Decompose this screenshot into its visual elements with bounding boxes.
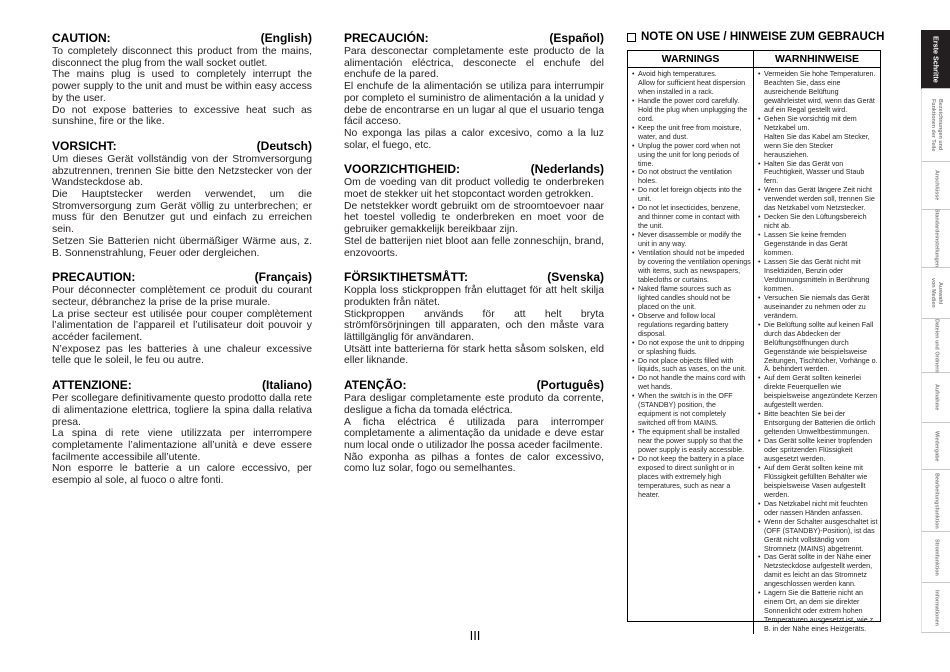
warning-item-de: • Die Belüftung sollte auf keinen Fall durch das Abdecken der Belüftungsöffnungen durch Gegenstände wie beispielsweise Zeitungen, Tischtücher, Vorhänge o. Ä. behindert werden. bbox=[758, 321, 878, 375]
side-tab-label-line: Stromfunktion bbox=[933, 538, 940, 576]
section-paragraph: De netstekker wordt gebruikt om de stroomtoevoer naar het toestel volledig te onderbreken en moet voor de gebruiker gemakkelijk bereikbaar zijn. bbox=[344, 200, 604, 236]
section-paragraph: Utsätt inte batterierna för stark hetta såsom solsken, eld eller liknande. bbox=[344, 343, 604, 367]
section-paragraph: The mains plug is used to completely interrupt the power supply to the unit and must be within easy access by the user. bbox=[52, 69, 312, 104]
section-heading: FÖRSIKTIHETSMÅTT: bbox=[344, 270, 468, 285]
section-header bbox=[344, 378, 604, 393]
section-header bbox=[344, 31, 604, 46]
section-header bbox=[52, 31, 312, 46]
warning-item-en: • Do not place objects filled with liquids, such as vases, on the unit. bbox=[632, 357, 751, 375]
side-tab[interactable] bbox=[921, 268, 950, 319]
warning-item-de: • Das Gerät sollte in der Nähe einer Netzsteckdose aufgestellt werden, damit es leicht an das Stromnetz angeschlossen werden kann. bbox=[758, 553, 878, 589]
warning-item-en: • Do not let foreign objects into the unit. bbox=[632, 186, 751, 204]
section-paragraph: Um dieses Gerät vollständig von der Stromversorgung abzutrennen, trennen Sie bitte den Netzstecker von der Wandsteckdose ab. bbox=[52, 153, 312, 189]
warnings-header-en: WARNINGS bbox=[628, 51, 754, 68]
section-language: (Italiano) bbox=[262, 378, 312, 393]
note-title bbox=[627, 30, 897, 44]
caution-section bbox=[344, 378, 604, 475]
section-language: (Português) bbox=[536, 378, 604, 393]
side-tab[interactable] bbox=[921, 30, 950, 89]
warning-item-de: • Versuchen Sie niemals das Gerät auseinander zu nehmen oder zu verändern. bbox=[758, 294, 878, 321]
side-tab[interactable] bbox=[921, 162, 950, 210]
side-tab-label-line: Informationen bbox=[933, 589, 940, 626]
side-tab-label bbox=[933, 384, 940, 410]
side-tab-label-line: Standardeinstellungen bbox=[933, 209, 940, 268]
side-tab-label bbox=[933, 590, 940, 626]
warnings-list-en bbox=[632, 70, 751, 500]
section-body bbox=[52, 393, 312, 487]
section-paragraph: Per scollegare definitivamente questo prodotto dalla rete di alimentazione elettrica, togliere la spina dalla relativa presa. bbox=[52, 393, 312, 428]
warning-item-en: • Do not keep the battery in a place exposed to direct sunlight or in places with extremely high temperatures, such as near a heater. bbox=[632, 455, 751, 500]
side-tab[interactable] bbox=[921, 319, 950, 373]
section-heading: ATTENZIONE: bbox=[52, 378, 132, 393]
side-tab[interactable] bbox=[921, 210, 950, 268]
caution-column-left bbox=[52, 31, 312, 487]
warning-item-en: • Keep the unit free from moisture, water, and dust. bbox=[632, 124, 751, 142]
section-paragraph: La spina di rete viene utilizzata per interrompere completamente l’alimentazione all’unità e deve essere facilmente accessibile all’utente. bbox=[52, 428, 312, 463]
section-body bbox=[52, 46, 312, 128]
section-header bbox=[52, 270, 312, 285]
warning-item-en: • The equipment shall be installed near the power supply so that the power supply is easily accessible. bbox=[632, 428, 751, 455]
side-tab-label bbox=[933, 170, 940, 200]
section-paragraph: Die Hauptstecker werden verwendet, um die Stromversorgung zum Gerät völlig zu unterbrechen; er muss für den Benutzer gut und einfach zu erreichen sein. bbox=[52, 189, 312, 236]
section-heading: CAUTION: bbox=[52, 31, 111, 45]
caution-section bbox=[52, 270, 312, 367]
warning-item-en: • Do not let insecticides, benzene, and thinner come in contact with the unit. bbox=[632, 204, 751, 231]
side-tab-label-line: von Medien bbox=[930, 278, 936, 308]
section-paragraph: N’exposez pas les batteries à une chaleur excessive telle que le soleil, le feu ou autre. bbox=[52, 343, 312, 367]
warning-item-de: • Auf dem Gerät sollten keinerlei direkte Feuerquellen wie beispielsweise angezündete Kerzen aufgestellt werden. bbox=[758, 374, 878, 410]
section-language: (Nederlands) bbox=[530, 162, 604, 177]
section-paragraph: Pour déconnecter complètement ce produit du courant secteur, débranchez la prise de la prise murale. bbox=[52, 285, 312, 308]
section-body bbox=[52, 154, 312, 259]
side-tab-label-line: Anschlüsse bbox=[933, 170, 940, 201]
section-paragraph: To completely disconnect this product from the mains, disconnect the plug from the wall socket outlet. bbox=[52, 46, 312, 69]
side-tab-label bbox=[933, 319, 940, 373]
side-tab[interactable] bbox=[921, 583, 950, 633]
section-paragraph: Stel de batterijen niet bloot aan felle zonneschijn, brand, enzovoorts. bbox=[344, 235, 604, 259]
side-tab-label bbox=[933, 539, 940, 576]
section-paragraph: El enchufe de la alimentación se utiliza para interrumpir por completo el suministro de alimentación a la unidad y debe de encontrarse en un lugar al que el usuario tenga fácil acceso. bbox=[344, 81, 604, 128]
warning-item-en: • Ventilation should not be impeded by covering the ventilation openings with items, such as newspapers, tablecloths or curtains. bbox=[632, 249, 751, 285]
page-number: III bbox=[469, 628, 481, 643]
section-paragraph: No exponga las pilas a calor excesivo, como a la luz solar, el fuego, etc. bbox=[344, 127, 604, 151]
side-tab[interactable] bbox=[921, 89, 950, 162]
section-paragraph: Koppla loss stickproppen från eluttaget för att helt skilja produkten från nätet. bbox=[344, 285, 604, 308]
warning-item-en: • Do not expose the unit to dripping or splashing fluids. bbox=[632, 339, 751, 357]
section-header bbox=[52, 378, 312, 393]
caution-section bbox=[344, 270, 604, 367]
caution-section bbox=[344, 162, 604, 259]
side-tab-label-line: Wiedergabe bbox=[933, 430, 940, 462]
warning-item-en: • When the switch is in the OFF (STANDBY) position, the equipment is not completely switched off from MAINS. bbox=[632, 392, 751, 428]
warning-item-de: • Decken Sie den Lüftungsbereich nicht ab. bbox=[758, 213, 878, 231]
section-heading: PRECAUCIÓN: bbox=[344, 31, 429, 45]
side-tab-label bbox=[932, 36, 941, 83]
warning-item-de: • Lassen Sie keine fremden Gegenstände in das Gerät kommen. bbox=[758, 231, 878, 258]
section-heading: VORSICHT: bbox=[52, 138, 117, 153]
side-tab[interactable] bbox=[921, 423, 950, 470]
side-tab-label bbox=[929, 99, 943, 151]
side-tab-label-line: Erste Schritte bbox=[931, 35, 941, 83]
caution-column-right bbox=[344, 31, 604, 475]
section-language: (Français) bbox=[254, 270, 312, 285]
side-tab[interactable] bbox=[921, 532, 950, 583]
warning-item-en: • Handle the power cord carefully. Hold the plug when unplugging the cord. bbox=[632, 97, 751, 124]
side-tab[interactable] bbox=[921, 373, 950, 423]
section-heading: PRECAUTION: bbox=[52, 270, 136, 285]
section-heading: ATENÇÃO: bbox=[344, 378, 407, 393]
section-body bbox=[344, 46, 604, 151]
warning-item-de: • Gehen Sie vorsichtig mit dem Netzkabel um. Halten Sie das Kabel am Stecker, wenn Sie den Stecker herausziehen. bbox=[758, 115, 878, 160]
warning-item-de: • Lassen Sie das Gerät nicht mit Insektiziden, Benzin oder Verdünnungsmitteln in Berührung kommen. bbox=[758, 258, 878, 294]
side-tab-label-line: Funktionen der Teile bbox=[930, 98, 936, 152]
section-paragraph: A ficha eléctrica é utilizada para interromper completamente a alimentação da unidade e deve estar num local onde o utilizador lhe possa aceder facilmente. bbox=[344, 416, 604, 451]
section-paragraph: La prise secteur est utilisée pour couper complètement l’alimentation de l’appareil et l’utilisateur doit pouvoir y accéder facilement. bbox=[52, 308, 312, 344]
section-paragraph: Para desligar completamente este produto da corrente, desligue a ficha da tomada eléctrica. bbox=[344, 393, 604, 416]
warning-item-en: • Observe and follow local regulations regarding battery disposal. bbox=[632, 312, 751, 339]
section-language: (English) bbox=[260, 31, 312, 45]
warning-item-en: • Unplug the power cord when not using the unit for long periods of time. bbox=[632, 142, 751, 169]
note-title-text: NOTE ON USE / HINWEISE ZUM GEBRAUCH bbox=[641, 31, 885, 43]
side-tab-label-line: Auswahl bbox=[937, 281, 943, 305]
warning-item-en: • Avoid high temperatures. Allow for sufficient heat dispersion when installed in a rack. bbox=[632, 70, 751, 97]
caution-section bbox=[344, 31, 604, 151]
caution-section bbox=[52, 378, 312, 487]
section-paragraph: Do not expose batteries to excessive heat such as sunshine, fire or the like. bbox=[52, 104, 312, 128]
warning-item-en: • Do not obstruct the ventilation holes. bbox=[632, 168, 751, 186]
warnings-header-de: WARNHINWEISE bbox=[754, 51, 880, 68]
section-language: (Deutsch) bbox=[256, 138, 312, 153]
warning-item-de: • Das Gerät sollte keiner tropfenden oder spritzenden Flüssigkeit ausgesetzt werden. bbox=[758, 437, 878, 464]
side-tab-label bbox=[933, 431, 940, 462]
warnings-table bbox=[627, 50, 881, 634]
side-tab[interactable] bbox=[921, 470, 950, 532]
warning-item-de: • Bitte beachten Sie bei der Entsorgung der Batterien die örtlich geltenden Umweltbestimmungen. bbox=[758, 410, 878, 437]
section-header bbox=[344, 162, 604, 177]
side-tab-label-line: Aufnahme bbox=[933, 384, 940, 411]
section-paragraph: Para desconectar completamente este producto de la alimentación eléctrica, desconecte el enchufe del enchufe de la pared. bbox=[344, 46, 604, 81]
warning-item-en: • Do not handle the mains cord with wet hands. bbox=[632, 374, 751, 392]
section-header bbox=[344, 270, 604, 285]
side-tab-label-line: Bearbeitungsfunktion bbox=[933, 472, 940, 529]
warnings-cell-de bbox=[754, 68, 880, 634]
section-language: (Svenska) bbox=[547, 270, 604, 285]
square-bullet-icon bbox=[627, 33, 636, 42]
warning-item-de: • Halten Sie das Gerät von Feuchtigkeit, Wasser und Staub fern. bbox=[758, 160, 878, 187]
side-tab-label bbox=[933, 473, 940, 529]
side-tab-label bbox=[929, 278, 943, 308]
caution-section bbox=[52, 31, 312, 128]
section-body bbox=[52, 285, 312, 367]
section-paragraph: Non esporre le batterie a un calore eccessivo, per esempio al sole, al fuoco o altre fonti. bbox=[52, 463, 312, 487]
section-body bbox=[344, 285, 604, 367]
side-tab-label bbox=[933, 209, 940, 267]
warnings-cell-en bbox=[628, 68, 754, 634]
warnings-list-de bbox=[758, 70, 878, 634]
section-body bbox=[344, 393, 604, 475]
section-header bbox=[52, 139, 312, 154]
section-paragraph: Stickproppen används för att helt bryta strömförsörjningen till apparaten, och den måste vara lättillgänglig för användaren. bbox=[344, 308, 604, 344]
section-heading: VOORZICHTIGHEID: bbox=[344, 162, 460, 177]
side-tab-label-line: Dateien und Ordnern bbox=[933, 318, 940, 373]
warning-item-en: • Never disassemble or modify the unit in any way. bbox=[632, 231, 751, 249]
warning-item-de: • Vermeiden Sie hohe Temperaturen. Beachten Sie, dass eine ausreichende Belüftung gewährleistet wird, wenn das Gerät auf ein Regal gestellt wird. bbox=[758, 70, 878, 115]
side-tab-strip bbox=[921, 30, 950, 633]
warning-item-de: • Das Netzkabel nicht mit feuchten oder nassen Händen anfassen. bbox=[758, 500, 878, 518]
warning-item-de: • Auf dem Gerät sollten keine mit Flüssigkeit gefüllten Behälter wie beispielsweise Vasen aufgestellt werden. bbox=[758, 464, 878, 500]
section-paragraph: Om de voeding van dit product volledig te onderbreken moet de stekker uit het stopcontact worden getrokken. bbox=[344, 177, 604, 201]
warning-item-en: • Naked flame sources such as lighted candles should not be placed on the unit. bbox=[632, 285, 751, 312]
side-tab-label-line: Bezeichnungen und bbox=[937, 99, 943, 151]
warning-item-de: • Lagern Sie die Batterie nicht an einem Ort, an dem sie direkter Sonnenlicht oder extrem hohen Temperaturen ausgesetzt ist, wie z. B. in der Nähe eines Heizgeräts. bbox=[758, 589, 878, 634]
section-language: (Español) bbox=[549, 31, 604, 45]
section-paragraph: Setzen Sie Batterien nicht übermäßiger Wärme aus, z. B. Sonnenstrahlung, Feuer oder dergleichen. bbox=[52, 235, 312, 259]
warning-item-de: • Wenn das Gerät längere Zeit nicht verwendet werden soll, trennen Sie das Netzkabel vom Netzstecker. bbox=[758, 186, 878, 213]
section-body bbox=[344, 177, 604, 259]
section-paragraph: Não exponha as pilhas a fontes de calor excessivo, como luz solar, fogo ou semelhantes. bbox=[344, 451, 604, 475]
caution-section bbox=[52, 139, 312, 259]
warning-item-de: • Wenn der Schalter ausgeschaltet ist (OFF (STANDBY)-Position), ist das Gerät nicht vollständig vom Stromnetz (MAINS) abgetrennt. bbox=[758, 518, 878, 554]
